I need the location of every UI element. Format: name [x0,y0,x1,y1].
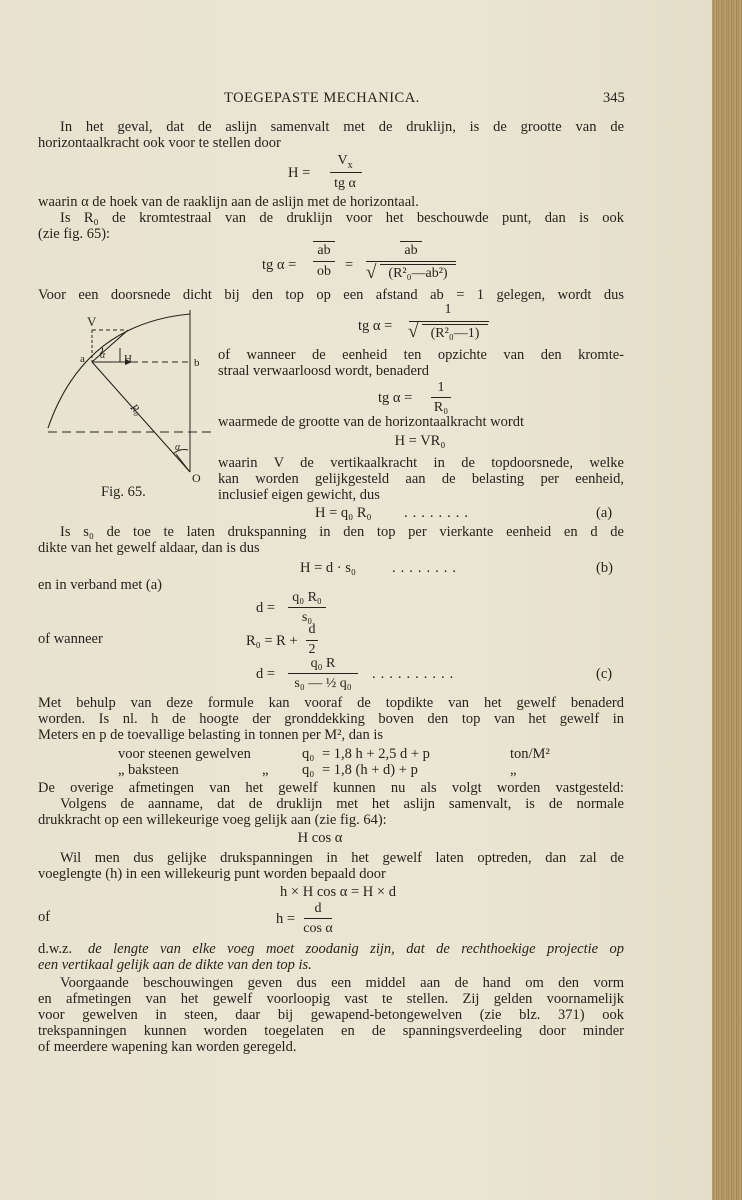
load-row-2-q: q₀ [302,762,315,778]
fraction-bar [288,607,326,608]
text-line: worden. Is nl. h de hoogte der gronddekking boven den top van het gewelf in [38,711,624,727]
label-a: a [80,353,85,365]
sqrt-sign: √ [366,262,377,283]
fraction-bar [409,321,489,322]
eq-lhs: H = [288,165,311,181]
text-line: In het geval, dat de aslijn samenvalt met de druklijn, is de grootte van de [60,119,624,135]
eq-numerator: ab [404,243,418,258]
text-line: Volgens de aanname, dat de druklijn met het aslijn samenvalt, is de normale [60,796,624,812]
load-row-1-label: voor steenen gewelven [118,746,251,762]
sqrt-bar [422,324,488,325]
sqrt-bar [380,264,456,265]
figure-caption: Fig. 65. [101,484,146,500]
text-line: horizontaalkracht ook voor te stellen door [38,135,281,151]
eq-tag: (c) [596,666,613,682]
label-h: H [124,353,132,365]
text-line: straal verwaarloosd wordt, benaderd [218,363,429,379]
eq-radicand: (R²₀—ab²) [388,266,448,281]
eq-denominator: cos α [303,921,333,936]
text-line: Wil men dus gelijke drukspanningen in het gewelf laten optreden, dan zal de [60,850,624,866]
radius-line [92,362,190,472]
eq-denominator: s₀ [301,610,313,625]
load-row-2-label: „ baksteen [118,762,179,778]
eq-num-sub: x [347,159,353,171]
running-title: TOEGEPASTE MECHANICA. [224,90,420,106]
text-line: Is s₀ de toe te laten drukspanning in den top per vierkante eenheid en d de [60,524,624,540]
label-alpha-bottom: α [175,442,181,453]
eq-denominator: ob [317,264,331,279]
eq-numerator [328,153,362,173]
eq-lhs: h = [276,911,296,927]
eq-tag: (a) [596,505,613,521]
text-line: Meters en p de toevallige belasting in tonnen per M², dan is [38,727,384,743]
load-row-2-unit: „ [510,762,517,778]
overline [400,241,422,242]
eq-body: H = d · s₀ [300,560,356,576]
label-v: V [87,314,97,329]
eq-denominator: 2 [308,642,316,657]
label-r0: R₀ [127,401,144,418]
fraction-bar [366,261,456,262]
eq-lhs: tg α = [378,390,413,406]
equation-5: H = VR₀ [394,433,446,449]
text-line: drukkracht op een willekeurige voeg gelijk aan (zie fig. 64): [38,812,387,828]
text-line: Met behulp van deze formule kan vooraf de topdikte van het gewelf benaderd [38,695,624,711]
force-resultant [92,330,128,362]
text-line: waarin α de hoek van de raaklijn aan de aslijn met de horizontaal. [38,194,419,210]
eq-num-main: V [337,153,348,168]
text-line: De overige afmetingen van het gewelf kunnen nu als volgt worden vastgesteld: [38,780,624,796]
eq-denominator: R₀ [433,400,449,415]
text-line: of [38,909,51,925]
text-line-lead: d.w.z. [38,941,73,957]
label-o: O [192,471,201,485]
overline [313,241,335,242]
fraction-bar [304,918,332,919]
text-line-italic: een vertikaal gelijk aan de dikte van den top is. [38,957,312,973]
eq-sign: = [345,257,354,273]
eq-lhs: d = [256,600,276,616]
leader-dots: .......... [372,666,459,682]
text-line: voeglengte (h) in een willekeurig punt worden bepaald door [38,866,386,882]
eq-denominator: s₀ — ½ q₀ [294,676,352,691]
leader-dots: ........ [404,505,473,521]
label-alpha-top: α [100,350,106,361]
text-line: en in verband met (a) [38,577,163,593]
eq-lhs: R₀ = R + [246,633,298,649]
eq-numerator: d [314,901,322,916]
eq-numerator: 1 [444,302,452,317]
text-line: dikte van het gewelf aldaar, dan is dus [38,540,260,556]
page-number: 345 [603,90,625,106]
load-row-2-ditto: „ [262,762,269,778]
equation-9: h × H cos α = H × d [280,884,396,900]
sqrt-sign: √ [408,321,419,342]
eq-tag: (b) [596,560,613,576]
text-line: inclusief eigen gewicht, dus [218,487,380,503]
text-line: Voor een doorsnede dicht bij den top op een afstand ab = 1 gelegen, wordt dus [38,287,624,303]
text-line: Voorgaande beschouwingen geven dus een middel aan de hand om den vorm [60,975,624,991]
eq-numerator: d [308,622,316,637]
label-b: b [194,357,200,369]
load-row-1-q: q₀ [302,746,315,762]
eq-lhs: d = [256,666,276,682]
text-line: of meerdere wapening kan worden geregeld. [38,1039,297,1055]
fraction-bar [306,640,318,641]
fraction-bar [431,397,451,398]
text-line: trekspanningen kunnen worden toegelaten en de spanningsverdeeling door minder [38,1023,624,1039]
eq-radicand: (R²₀—1) [430,326,480,341]
text-line-italic: de lengte van elke voeg moet zoodanig zijn, dat de rechthoekige projectie op [88,941,624,957]
eq-lhs: tg α = [262,257,297,273]
eq-numerator: q₀ R₀ [292,590,322,605]
angle-leg [176,454,190,472]
load-row-1-unit: ton/M² [510,746,550,762]
text-line: voor gewelven in steen, daar bij gewapend-betongewelven (zie blz. 371) ook [38,1007,624,1023]
leader-dots: ........ [392,560,461,576]
text-line: waarin V de vertikaalkracht in de topdoorsnede, welke [218,455,624,471]
text-line: en afmetingen van het gewelf voorloopig vast te stellen. Zij gelden voornamelijk [38,991,624,1007]
load-row-2-eq: = 1,8 (h + d) + p [322,762,418,778]
eq-lhs: tg α = [358,318,393,334]
load-row-1-eq: = 1,8 h + 2,5 d + p [322,746,430,762]
eq-body: H = q₀ R₀ [315,505,372,521]
page-edge [712,0,742,1200]
fraction-bar [330,172,362,173]
text-line: of wanneer de eenheid ten opzichte van den kromte- [218,347,624,363]
text-line: kan worden gelijkgesteld aan de belasting per eenheid, [218,471,624,487]
text-line: (zie fig. 65): [38,226,111,242]
text-line: Is R₀ de kromtestraal van de druklijn voor het beschouwde punt, dan is ook [60,210,624,226]
eq-numerator: ab [317,243,331,258]
eq-numerator: q₀ R [310,656,336,671]
fraction-bar [313,261,335,262]
arch-axis-curve [48,314,190,428]
fraction-bar [288,673,358,674]
text-line: waarmede de grootte van de horizontaalkracht wordt [218,414,524,430]
eq-denominator: tg α [334,176,356,191]
eq-numerator: 1 [437,380,445,395]
equation-8: H cos α [297,830,343,846]
figure-65 [40,304,230,504]
text-line: of wanneer [38,631,103,647]
